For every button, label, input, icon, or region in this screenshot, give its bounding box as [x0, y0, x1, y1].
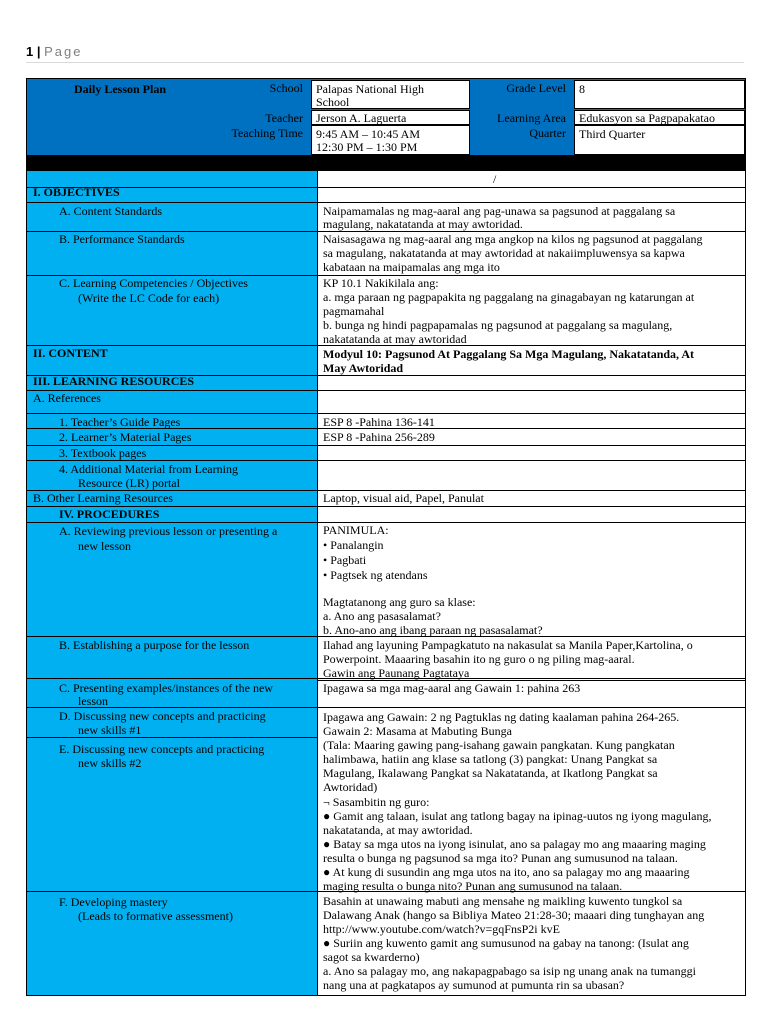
competencies-l5: nakatatanda at may awtoridad [323, 332, 467, 346]
proc-de-l4: halimbawa, hatiin ang klase sa tatlong (3) pangkat: Unang Pangkat sa [323, 752, 658, 766]
proc-e-label-l2: new skills #2 [78, 756, 142, 770]
performance-standards-label: B. Performance Standards [59, 232, 185, 246]
proc-de-l3: (Tala: Maaring gawing pang-isahang gawain pangkatan. Kung pangkatan [323, 738, 675, 752]
row-line [27, 202, 745, 203]
proc-c-value: Ipagawa sa mga mag-aaral ang Gawain 1: pahina 263 [323, 681, 581, 695]
competencies-l2: a. mga paraan ng pagpapakita ng paggalang na ginagabayan ng katarungan at [323, 290, 695, 304]
quarter-label: Quarter [529, 126, 566, 140]
content-heading: II. CONTENT [33, 346, 108, 360]
proc-c-label-l2: lesson [78, 694, 108, 708]
proc-de-l1: Ipagawa ang Gawain: 2 ng Pagtuklas ng dating kaalaman pahina 264-265. [323, 710, 680, 724]
proc-a-l7: a. Ano ang pasasalamat? [323, 609, 441, 623]
textbook-label: 3. Textbook pages [59, 446, 147, 460]
header-divider-bar [26, 156, 746, 170]
proc-f-label-l2: (Leads to formative assessment) [78, 909, 233, 923]
school-label: School [269, 81, 303, 95]
proc-a-l2: • Panalangin [323, 538, 384, 552]
proc-a-l8: b. Ano-ano ang ibang paraan ng pasasalamat? [323, 623, 543, 637]
proc-de-l11: resulta o bunga ng pagsunod sa mga ito? Punan ang sumusunod na talaan. [323, 851, 678, 865]
row-line [317, 187, 745, 188]
lesson-plan-header [26, 78, 746, 156]
school-line-1: Palapas National High [316, 82, 424, 96]
proc-c-label-l1: C. Presenting examples/instances of the new [59, 681, 273, 695]
performance-standards-l3: kabataan na maipamalas ang mga ito [323, 260, 500, 274]
proc-de-l5: Magulang, Ikalawang Pangkat sa Nakatatanda, at Ikatlong Pangkat sa [323, 766, 658, 780]
resources-heading: III. LEARNING RESOURCES [33, 374, 195, 388]
proc-d-label-l2: new skills #1 [78, 723, 142, 737]
proc-de-l9: nakatatanda, at may awtoridad. [323, 823, 473, 837]
page-number: 1 [26, 44, 34, 59]
lm-label: 2. Learner’s Material Pages [59, 430, 192, 444]
proc-b-l3: Gawin ang Paunang Pagtataya [323, 666, 470, 680]
area-label: Learning Area [497, 111, 566, 125]
grade-value: 8 [574, 80, 745, 109]
content-standards-l1: Naipamamalas ng mag-aaral ang pag-unawa sa pagsunod at paggalang sa [323, 204, 676, 218]
row-line [27, 413, 745, 414]
proc-a-label-l2: new lesson [78, 539, 131, 553]
proc-b-label: B. Establishing a purpose for the lesson [59, 638, 250, 652]
slash-mark: / [493, 172, 497, 186]
performance-standards-l1: Naisasagawa ng mag-aaral ang mga angkop na kilos ng pagsunod at paggalang [323, 232, 703, 246]
proc-f-label-l1: F. Developing mastery [59, 895, 168, 909]
competencies-l1: KP 10.1 Nakikilala ang: [323, 276, 439, 290]
row-line [27, 707, 745, 708]
module-title-l2: May Awtoridad [323, 361, 404, 375]
time-label: Teaching Time [231, 126, 303, 140]
objectives-heading: I. OBJECTIVES [33, 185, 120, 199]
lm-value: ESP 8 -Pahina 256-289 [323, 430, 435, 444]
area-value: Edukasyon sa Pagpapakatao [574, 110, 745, 125]
proc-f-l5: sagot sa kwarderno) [323, 950, 420, 964]
proc-b-l1: Ilahad ang layuning Pampagkatuto na nakasulat sa Manila Paper,Kartolina, o [323, 638, 693, 652]
content-standards-label: A. Content Standards [59, 204, 162, 218]
school-value [311, 80, 470, 109]
content-standards-l2: magulang, nakatatanda at may awtoridad. [323, 217, 523, 231]
proc-de-l7: ¬ Sasambitin ng guro: [323, 795, 430, 809]
procedures-heading: IV. PROCEDURES [59, 507, 160, 521]
proc-de-l8: ● Gamit ang talaan, isulat ang tatlong bagay na ipinag-uutos ng iyong magulang, [323, 809, 712, 823]
time-line-1: 9:45 AM – 10:45 AM [316, 127, 421, 141]
proc-f-l4: ● Suriin ang kuwento gamit ang sumusunod na gabay na tanong: (Isulat ang [323, 936, 689, 950]
proc-de-l2: Gawain 2: Masama at Mabuting Bunga [323, 724, 512, 738]
page-label: Page [44, 44, 83, 59]
proc-a-l6: Magtatanong ang guro sa klase: [323, 595, 476, 609]
competencies-label-l2: (Write the LC Code for each) [78, 291, 220, 305]
proc-a-label-l1: A. Reviewing previous lesson or presenting a [59, 524, 278, 538]
competencies-l3: pagmamahal [323, 304, 385, 318]
proc-f-l7: nang una at pagkatapos ay sumunod at pumunta rin sa ubasan? [323, 978, 625, 992]
performance-standards-l2: sa magulang, nakatatanda at may awtoridad at nakaiimpluwensya sa kapwa [323, 246, 685, 260]
competencies-label-l1: C. Learning Competencies / Objectives [59, 276, 248, 290]
proc-de-l13: maging resulta o bunga nito? Punan ang sumusunod na talaan. [323, 879, 623, 893]
tg-label: 1. Teacher’s Guide Pages [59, 415, 181, 429]
proc-f-l2: Dalawang Anak (hango sa Bibliya Mateo 21:28-30; maaari ding tunghayan ang [323, 908, 705, 922]
page-separator: | [36, 44, 41, 59]
proc-a-l3: • Pagbati [323, 553, 367, 567]
competencies-l4: b. bunga ng hindi pagpapamalas ng pagsunod at paggalang sa magulang, [323, 318, 673, 332]
tg-value: ESP 8 -Pahina 136-141 [323, 415, 435, 429]
teacher-label: Teacher [265, 111, 303, 125]
proc-e-label-l1: E. Discussing new concepts and practicing [59, 742, 265, 756]
column-divider [317, 171, 318, 995]
proc-de-l10: ● Batay sa mga utos na iyong isinulat, ano sa palagay mo ang maaaring maging [323, 837, 706, 851]
lr-label-l2: Resource (LR) portal [78, 476, 180, 490]
lesson-plan-table [26, 170, 746, 996]
lr-label-l1: 4. Additional Material from Learning [59, 462, 238, 476]
other-resources-value: Laptop, visual aid, Papel, Panulat [323, 491, 484, 505]
proc-d-label-l1: D. Discussing new concepts and practicing [59, 709, 266, 723]
grade-label: Grade Level [506, 81, 566, 95]
module-title-l1: Modyul 10: Pagsunod At Paggalang Sa Mga Magulang, Nakatatanda, At [323, 347, 695, 361]
references-label: A. References [33, 391, 101, 405]
teacher-value: Jerson A. Laguerta [311, 110, 470, 125]
row-line [27, 390, 745, 391]
other-resources-label: B. Other Learning Resources [33, 491, 173, 505]
time-value [311, 125, 470, 155]
proc-b-l2: Powerpoint. Maaaring basahin ito ng guro o ng piling mag-aaral. [323, 652, 635, 666]
school-line-2: School [316, 95, 350, 109]
proc-f-l3[interactable]: http://www.youtube.com/watch?v=gqFnsP2i kvE [323, 922, 560, 936]
proc-de-l6: Awtoridad) [323, 780, 378, 794]
proc-f-l1: Basahin at unawaing mabuti ang mensahe ng maikling kuwento tungkol sa [323, 894, 683, 908]
quarter-value: Third Quarter [574, 125, 745, 155]
header-rule [26, 62, 744, 63]
row-line [27, 460, 745, 461]
row-line [27, 737, 317, 738]
proc-a-l4: • Pagtsek ng atendans [323, 568, 428, 582]
doc-title: Daily Lesson Plan [73, 82, 166, 96]
time-line-2: 12:30 PM – 1:30 PM [316, 140, 418, 154]
proc-f-l6: a. Ano sa palagay mo, ang nakapagpabago sa isip ng unang anak na tumanggi [323, 964, 696, 978]
proc-de-l12: ● At kung di susundin ang mga utos na ito, ano sa palagay mo ang maaaring [323, 865, 690, 879]
page-header [26, 44, 83, 59]
proc-a-l1: PANIMULA: [323, 523, 389, 537]
